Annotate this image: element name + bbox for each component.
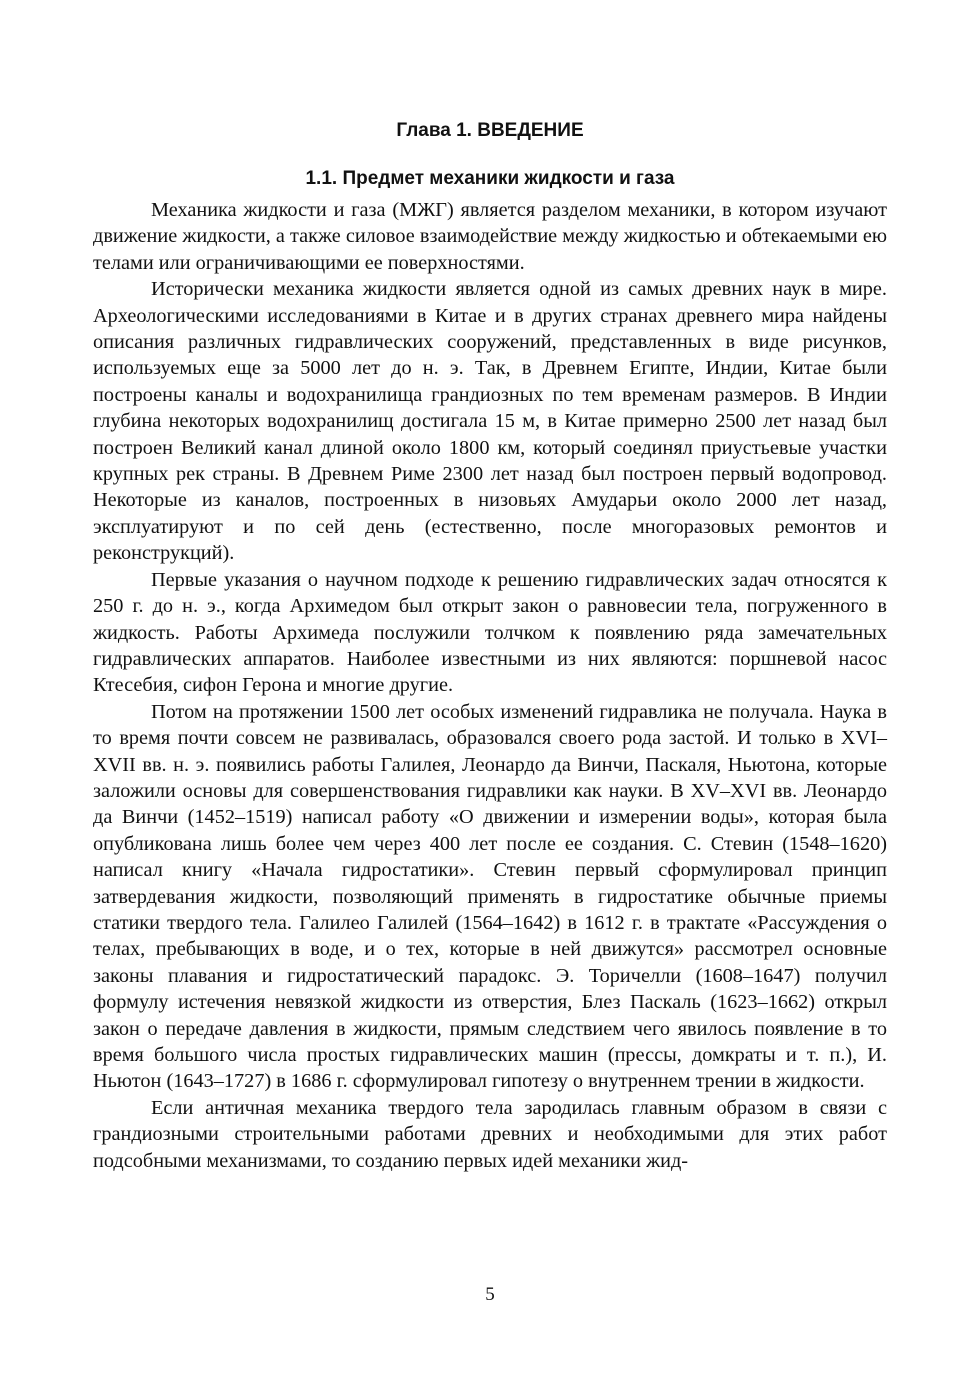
paragraph: Исторически механика жидкости является одной из самых древних наук в мире. Археологическими исследованиями в Китае и в других странах древнего мира найдены описания различных гидравлических сооружений, представленных в виде рисунков, используемых еще за 5000 лет до н. э. Так, в Древнем Египте, Индии, Китае были построены каналы и водохранилища грандиозных по тем временам размеров. В Индии глубина некоторых водохранилищ достигала 15 м, в Китае примерно 2500 лет назад был построен Великий канал длиной около 1800 км, который соединял приустьевые участки крупных рек страны. В Древнем Риме 2300 лет назад был построен первый водопровод. Некоторые из каналов, построенных в низовьях Амударьи около 2000 лет назад, эксплуатируют и по сей день (естественно, после многоразовых ремонтов и реконструкций). [93,278,887,565]
section-title: 1.1. Предмет механики жидкости и газа [305,168,675,189]
paragraph: Потом на протяжении 1500 лет особых изменений гидравлика не получала. Наука в то время почти совсем не развивалась, образовался своего рода застой. И только в XVI–XVII вв. н. э. появились работы Галилея, Леонардо да Винчи, Паскаля, Ньютона, которые заложили основы для совершенствования гидравлики как науки. В XV–XVI вв. Леонардо да Винчи (1452–1519) написал работу «О движении и измерении воды», которая была опубликована лишь более чем через 400 лет после ее создания. С. Стевин (1548–1620) написал книгу «Начала гидростатики». Стевин первый сформулировал принцип затвердевания жидкости, позволяющий применять в гидростатике обычные приемы статики твердого тела. Галилео Галилей (1564–1642) в 1612 г. в трактате «Рассуждения о телах, пребывающих в воде, и о тех, которые в ней движутся» рассмотрел основные законы плавания и гидростатический парадокс. Э. Торичелли (1608–1647) получил формулу истечения невязкой жидкости из отверстия, Блез Паскаль (1623–1662) открыл закон о передаче давления в жидкости, прямым следствием чего явилось появление в то время большого числа простых гидравлических машин (прессы, домкраты и т. п.), И. Ньютон (1643–1727) в 1686 г. сформулировал гипотезу о внутреннем трении в жидкости. [93,700,887,1093]
chapter-title: Глава 1. ВВЕДЕНИЕ [396,120,584,141]
body-text [93,197,887,1174]
paragraph: Первые указания о научном подходе к решению гидравлических задач относятся к 250 г. до н. э., когда Архимедом был открыт закон о равновесии тела, погруженного в жидкость. Работы Архимеда послужили толчком к появлению ряда замечательных гидравлических аппаратов. Наиболее известными из них являются: поршневой насос Ктесебия, сифон Герона и многие другие. [93,568,887,697]
paragraph: Механика жидкости и газа (МЖГ) является разделом механики, в котором изучают движение жидкости, а также силовое взаимодействие между жидкостью и обтекаемыми ею телами или ограничивающими ее поверхностями. [93,199,887,274]
page-number: 5 [485,1284,495,1305]
paragraph: Если античная механика твердого тела зародилась главным образом в связи с грандиозными строительными работами древних и необходимыми для этих работ подсобными механизмами, то созданию первых идей механики жид- [93,1096,887,1172]
